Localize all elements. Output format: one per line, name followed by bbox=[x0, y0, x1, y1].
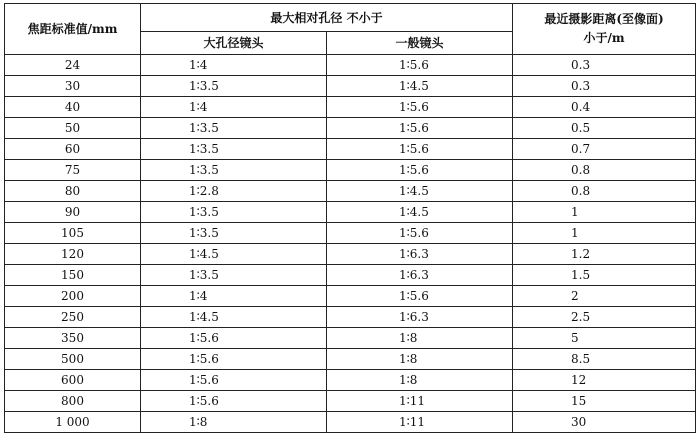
cell-min-distance: 8.5 bbox=[513, 349, 696, 370]
cell-min-distance: 0.7 bbox=[513, 139, 696, 160]
table-body bbox=[5, 55, 696, 433]
cell-large-aperture: 1∶4 bbox=[141, 286, 327, 307]
table-row bbox=[5, 160, 696, 181]
cell-large-aperture: 1∶4.5 bbox=[141, 307, 327, 328]
cell-general-aperture: 1∶5.6 bbox=[327, 55, 513, 76]
table-row bbox=[5, 286, 696, 307]
table-row bbox=[5, 181, 696, 202]
cell-focal-length: 350 bbox=[5, 328, 141, 349]
cell-min-distance: 2 bbox=[513, 286, 696, 307]
cell-large-aperture: 1∶3.5 bbox=[141, 160, 327, 181]
header-general-lens: 一般镜头 bbox=[327, 32, 513, 55]
lens-spec-table bbox=[4, 3, 696, 433]
table-row bbox=[5, 391, 696, 412]
table-row bbox=[5, 349, 696, 370]
cell-general-aperture: 1∶4.5 bbox=[327, 76, 513, 97]
cell-large-aperture: 1∶5.6 bbox=[141, 391, 327, 412]
table-row bbox=[5, 223, 696, 244]
cell-general-aperture: 1∶5.6 bbox=[327, 97, 513, 118]
table-row bbox=[5, 412, 696, 433]
cell-general-aperture: 1∶4.5 bbox=[327, 202, 513, 223]
header-min-distance bbox=[513, 4, 696, 55]
cell-large-aperture: 1∶5.6 bbox=[141, 328, 327, 349]
cell-large-aperture: 1∶5.6 bbox=[141, 349, 327, 370]
cell-general-aperture: 1∶8 bbox=[327, 328, 513, 349]
header-focal-length: 焦距标准值/mm bbox=[5, 4, 141, 55]
cell-focal-length: 500 bbox=[5, 349, 141, 370]
cell-min-distance: 0.4 bbox=[513, 97, 696, 118]
cell-general-aperture: 1∶5.6 bbox=[327, 223, 513, 244]
cell-min-distance: 1 bbox=[513, 223, 696, 244]
cell-large-aperture: 1∶4.5 bbox=[141, 244, 327, 265]
cell-min-distance: 0.3 bbox=[513, 76, 696, 97]
cell-min-distance: 0.5 bbox=[513, 118, 696, 139]
table-row bbox=[5, 244, 696, 265]
cell-focal-length: 600 bbox=[5, 370, 141, 391]
cell-min-distance: 0.8 bbox=[513, 181, 696, 202]
cell-large-aperture: 1∶3.5 bbox=[141, 223, 327, 244]
cell-focal-length: 90 bbox=[5, 202, 141, 223]
cell-general-aperture: 1∶5.6 bbox=[327, 118, 513, 139]
cell-large-aperture: 1∶3.5 bbox=[141, 265, 327, 286]
cell-general-aperture: 1∶11 bbox=[327, 412, 513, 433]
cell-min-distance: 0.3 bbox=[513, 55, 696, 76]
cell-large-aperture: 1∶8 bbox=[141, 412, 327, 433]
cell-focal-length: 250 bbox=[5, 307, 141, 328]
table-row bbox=[5, 328, 696, 349]
cell-focal-length: 24 bbox=[5, 55, 141, 76]
cell-general-aperture: 1∶6.3 bbox=[327, 265, 513, 286]
cell-min-distance: 2.5 bbox=[513, 307, 696, 328]
cell-general-aperture: 1∶6.3 bbox=[327, 244, 513, 265]
cell-focal-length: 30 bbox=[5, 76, 141, 97]
header-min-distance-line2: 小于/m bbox=[583, 31, 625, 45]
table-row bbox=[5, 76, 696, 97]
cell-focal-length: 200 bbox=[5, 286, 141, 307]
cell-min-distance: 1.5 bbox=[513, 265, 696, 286]
cell-focal-length: 105 bbox=[5, 223, 141, 244]
cell-large-aperture: 1∶2.8 bbox=[141, 181, 327, 202]
table-row bbox=[5, 202, 696, 223]
cell-min-distance: 12 bbox=[513, 370, 696, 391]
cell-large-aperture: 1∶3.5 bbox=[141, 118, 327, 139]
cell-general-aperture: 1∶5.6 bbox=[327, 286, 513, 307]
table-row bbox=[5, 370, 696, 391]
cell-min-distance: 1 bbox=[513, 202, 696, 223]
cell-general-aperture: 1∶8 bbox=[327, 370, 513, 391]
cell-min-distance: 15 bbox=[513, 391, 696, 412]
cell-large-aperture: 1∶5.6 bbox=[141, 370, 327, 391]
table-row bbox=[5, 97, 696, 118]
table-row bbox=[5, 118, 696, 139]
cell-focal-length: 1 000 bbox=[5, 412, 141, 433]
cell-general-aperture: 1∶5.6 bbox=[327, 139, 513, 160]
cell-large-aperture: 1∶4 bbox=[141, 55, 327, 76]
cell-general-aperture: 1∶11 bbox=[327, 391, 513, 412]
cell-general-aperture: 1∶5.6 bbox=[327, 160, 513, 181]
table-row bbox=[5, 265, 696, 286]
cell-focal-length: 40 bbox=[5, 97, 141, 118]
cell-focal-length: 120 bbox=[5, 244, 141, 265]
cell-large-aperture: 1∶3.5 bbox=[141, 139, 327, 160]
cell-min-distance: 30 bbox=[513, 412, 696, 433]
cell-focal-length: 80 bbox=[5, 181, 141, 202]
cell-focal-length: 150 bbox=[5, 265, 141, 286]
cell-general-aperture: 1∶6.3 bbox=[327, 307, 513, 328]
header-max-aperture: 最大相对孔径 不小于 bbox=[141, 4, 513, 32]
cell-focal-length: 75 bbox=[5, 160, 141, 181]
cell-large-aperture: 1∶3.5 bbox=[141, 202, 327, 223]
cell-general-aperture: 1∶8 bbox=[327, 349, 513, 370]
header-large-aperture-lens: 大孔径镜头 bbox=[141, 32, 327, 55]
table-row bbox=[5, 307, 696, 328]
header-min-distance-line1: 最近摄影距离(至像面) bbox=[544, 12, 664, 26]
table-row bbox=[5, 139, 696, 160]
cell-focal-length: 50 bbox=[5, 118, 141, 139]
cell-large-aperture: 1∶3.5 bbox=[141, 76, 327, 97]
cell-focal-length: 60 bbox=[5, 139, 141, 160]
cell-min-distance: 5 bbox=[513, 328, 696, 349]
cell-general-aperture: 1∶4.5 bbox=[327, 181, 513, 202]
table-row bbox=[5, 55, 696, 76]
cell-large-aperture: 1∶4 bbox=[141, 97, 327, 118]
cell-min-distance: 0.8 bbox=[513, 160, 696, 181]
cell-min-distance: 1.2 bbox=[513, 244, 696, 265]
cell-focal-length: 800 bbox=[5, 391, 141, 412]
